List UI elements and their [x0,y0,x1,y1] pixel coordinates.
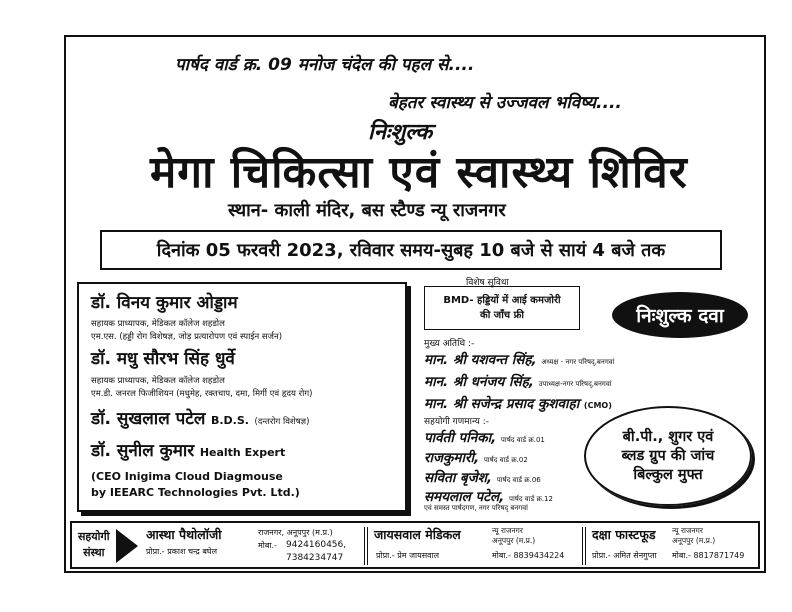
supporter-post: पार्षद वार्ड क्र.01 [500,436,545,444]
sponsor-proprietor: प्रोप्रा.- प्रेम जायसवाल [376,551,440,560]
supporter-post: पार्षद वार्ड क्र.12 [509,495,553,503]
free-medicine-text: निःशुल्क दवा [636,305,724,327]
free-tests-line: बी.पी., शुगर एवं [622,428,714,445]
divider [364,527,368,565]
doctors-box [77,282,407,512]
bmd-line: की जाँच फ्री [480,310,524,321]
guest-name: मान. श्री धनंजय सिंह, [424,374,534,390]
sponsor-address: अनूपपुर (म.प्र.) [492,536,536,545]
doctor-degree: B.D.S. [210,414,249,427]
doctor-qualification: एम.एस. (हड्डी रोग विशेषज्ञ, जोड़ प्रत्यारोपण एवं स्पाईन सर्जन) [91,332,283,342]
sponsor-proprietor: प्रोप्रा.- अमित सेनगुप्ता [592,551,657,560]
chief-guest [424,372,612,390]
supporter [424,487,553,505]
arrow-icon [116,529,138,563]
supporter-name: समयलाल पटेल, [424,489,505,505]
doctor-entry [91,438,285,461]
free-tests-line: बिल्कुल मुफ्त [633,466,703,483]
supporter [424,448,528,466]
supporter-post: पार्षद वार्ड क्र.02 [483,456,528,464]
venue: स्थान- काली मंदिर, बस स्टैण्ड न्यू राजनगर [228,200,506,221]
guest-post: अध्यक्ष - नगर परिषद्,बनगवां [541,358,615,366]
tagline: बेहतर स्वास्थ्य से उज्जवल भविष्य.... [388,93,622,113]
supporter-name: पार्वती पनिका, [424,430,497,446]
sponsor-name: आस्था पैथोलॉजी [146,527,222,542]
date-time: दिनांक 05 फरवरी 2023, रविवार समय-सुबह 10 बजे से सायं 4 बजे तक [156,240,666,261]
supporter-post: पार्षद वार्ड क्र.06 [496,476,541,484]
sponsor-address: न्यू राजनगर [492,526,523,535]
sponsor-phone: 7384234747 [286,553,344,563]
supporter-name: राजकुमारी, [424,450,480,466]
sponsor-phone: मोबा.- 8817871749 [672,551,745,560]
doctor-qualification: एम.डी. जनरल फिजीशियन (मधुमेह, रक्तचाप, दमा, मिर्गी एवं हृदय रोग) [91,389,313,399]
sponsor-name: दक्षा फास्टफूड [592,527,656,542]
supporter [424,468,541,486]
free-tests-badge [584,406,752,506]
sponsor-address: राजनगर, अनूपपुर (म.प्र.) [258,528,333,537]
sponsors-label-line: संस्था [83,546,105,559]
guest-post: (CMO) [583,401,612,410]
supporter [424,428,545,446]
chief-guest [424,394,612,412]
doctor-org: (CEO Inigima Cloud Diagmouse [91,470,283,483]
doctor-specialty: (दन्तरोग विशेषज्ञ) [254,417,310,427]
doctor-degree: Health Expert [199,446,286,459]
page-title: मेगा चिकित्सा एवं स्वास्थ्य शिविर [150,147,688,198]
sponsors-label-line: सहयोगी [78,530,110,543]
supporter-name: सविता बृजेश, [424,470,493,486]
doctor-name: डॉ. मधु सौरभ सिंह धुर्वे [91,349,235,369]
sponsor-phone: मोबा.- 8839434224 [492,551,565,560]
sponsor-name: जायसवाल मेडिकल [374,527,461,542]
guest-post: उपाध्यक्ष-नगर परिषद्,बनगवां [538,380,612,388]
initiative-line: पार्षद वार्ड क्र. 09 मनोज चंदेल की पहल से.... [175,55,475,75]
divider [582,527,586,565]
date-time-box [100,230,722,270]
sponsors-label [78,529,110,561]
sponsor-phone: 9424160456, [286,540,347,550]
bmd-box [424,286,580,330]
free-medicine-badge [612,292,748,338]
mobile-label: मोबा.- [258,541,277,550]
doctor-name: डॉ. सुखलाल पटेल [91,409,206,429]
supporters-note: एवं समस्त पार्षदगण, नगर परिषद् बनगवां [424,504,528,512]
chief-guests-label: मुख्य अतिथि :- [424,339,475,349]
sponsor-address: न्यू राजनगर [672,526,703,535]
guest-name: मान. श्री यशवन्त सिंह, [424,352,537,368]
doctor-org: by IEEARC Technologies Pvt. Ltd.) [91,486,300,499]
sponsor-address: अनूपपुर (म.प्र.) [672,536,716,545]
chief-guest [424,350,614,368]
bmd-line: BMD- हड्डियों में आई कमजोरी [443,295,561,306]
doctor-designation: सहायक प्राध्यापक, मेडिकल कॉलेज शहडोल [91,319,225,329]
free-tests-line: ब्लड ग्रुप की जांच [621,447,715,464]
doctor-designation: सहायक प्राध्यापक, मेडिकल कॉलेज शहडोल [91,376,225,386]
sponsor-proprietor: प्रोप्रा.- प्रकाश चन्द्र बघेल [146,547,218,556]
free-label: निःशुल्क [368,120,433,145]
supporters-label: सहयोगी गणमान्य :- [424,417,489,427]
doctor-name: डॉ. विनय कुमार ओड्डाम [91,293,238,313]
doctor-name: डॉ. सुनील कुमार [91,441,195,461]
sponsors-footer [70,521,760,569]
special-facility-label: विशेष सुविधा [466,278,509,288]
doctor-entry [91,406,309,429]
guest-name: मान. श्री सजेन्द्र प्रसाद कुशवाहा [424,396,580,412]
